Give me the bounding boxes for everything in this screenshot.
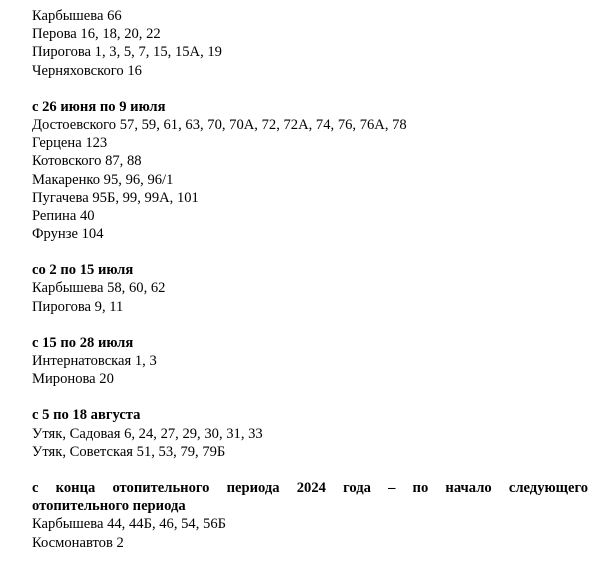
document-page	[32, 7, 588, 552]
address-line: Пирогова 9, 11	[32, 298, 124, 315]
address-list-continued	[32, 7, 588, 80]
address-line: Достоевского 57, 59, 61, 63, 70, 70А, 72, 72А, 74, 76, 76А, 78	[32, 116, 407, 133]
address-line: Утяк, Советская 51, 53, 79, 79Б	[32, 443, 226, 460]
period-heading-line-2: отопительного периода	[32, 498, 186, 515]
period-heading-line-1: с конца отопительного периода 2024 года – по начало следующего	[32, 479, 588, 496]
address-line: Фрунзе 104	[32, 226, 104, 243]
address-line: Космонавтов 2	[32, 534, 124, 551]
address-line: Герцена 123	[32, 135, 108, 152]
address-line: Пугачева 95Б, 99, 99А, 101	[32, 189, 199, 206]
schedule-section	[32, 334, 588, 389]
address-line: Утяк, Садовая 6, 24, 27, 29, 30, 31, 33	[32, 425, 263, 442]
schedule-section	[32, 98, 588, 244]
address-line: Карбышева 66	[32, 8, 122, 24]
address-line: Карбышева 44, 44Б, 46, 54, 56Б	[32, 516, 227, 533]
address-line: Черняховского 16	[32, 62, 142, 79]
period-heading: с 5 по 18 августа	[32, 407, 141, 424]
schedule-section	[32, 261, 588, 316]
period-heading: с 26 июня по 9 июля	[32, 98, 166, 115]
schedule-section	[32, 406, 588, 461]
address-line: Макаренко 95, 96, 96/1	[32, 171, 174, 188]
address-line: Котовского 87, 88	[32, 153, 142, 170]
period-heading: с 15 по 28 июля	[32, 334, 134, 351]
period-heading	[32, 479, 588, 515]
schedule-section	[32, 479, 588, 552]
address-line: Интернатовская 1, 3	[32, 353, 157, 369]
address-line: Миронова 20	[32, 371, 114, 388]
address-line: Карбышева 58, 60, 62	[32, 280, 166, 297]
address-line: Репина 40	[32, 207, 95, 224]
address-line: Перова 16, 18, 20, 22	[32, 26, 161, 43]
address-line: Пирогова 1, 3, 5, 7, 15, 15А, 19	[32, 44, 222, 61]
period-heading: со 2 по 15 июля	[32, 262, 134, 279]
